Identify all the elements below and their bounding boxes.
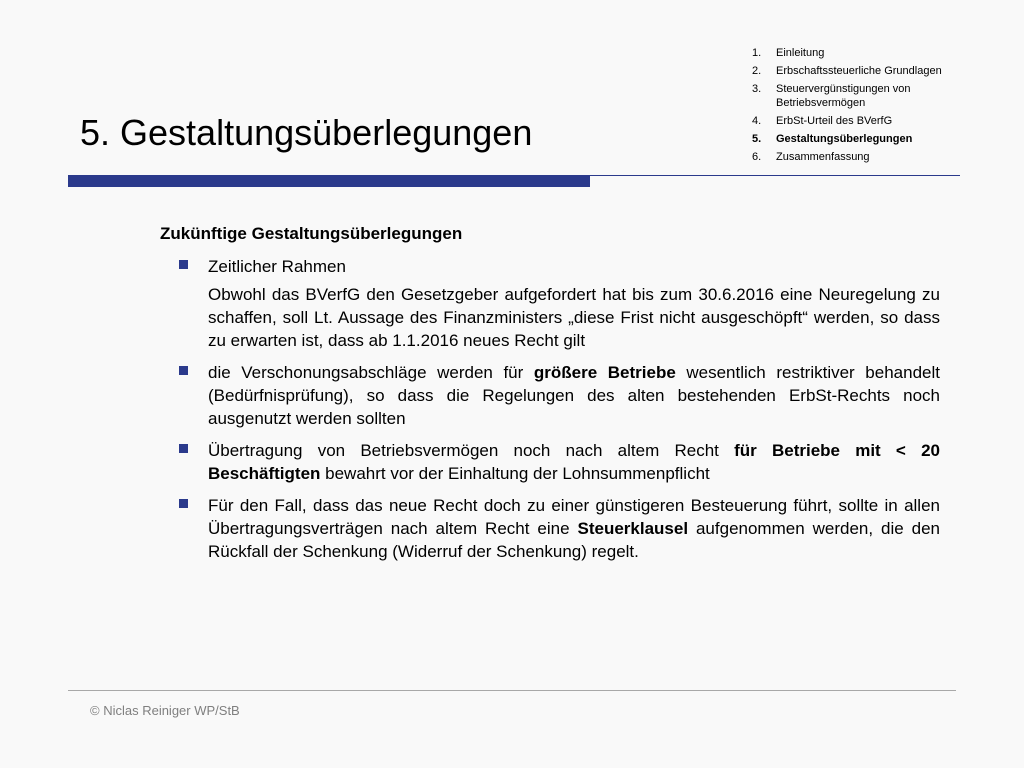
bullet-text xyxy=(208,361,940,430)
agenda-item-label: Gestaltungsüberlegungen xyxy=(776,133,913,145)
bullet-text-part: Übertragung von Betriebsvermögen noch nach altem Recht xyxy=(208,441,735,460)
square-bullet-icon xyxy=(179,366,188,375)
slide-content xyxy=(160,222,940,572)
agenda-item-label: Einleitung xyxy=(776,47,825,59)
bullet-text-emphasis: Steuerklausel xyxy=(577,519,689,538)
bullet-text-part: wesentlich restriktiver behandelt (Bedürfnisprüfung), so dass die Regelungen des alten bestehenden ErbSt-Rechts noch ausgenutzt werden sollten xyxy=(208,363,940,428)
agenda-item-number: 5. xyxy=(752,133,762,145)
bullet-text-part: die Verschonungsabschläge werden für xyxy=(208,363,534,382)
title-underline-thin xyxy=(590,175,960,176)
bullet-item xyxy=(160,439,940,485)
agenda-item xyxy=(752,82,972,110)
agenda-item-number: 3. xyxy=(752,83,762,95)
agenda-item-label: Steuervergünstigungen von Betriebsvermögen xyxy=(776,83,911,109)
agenda-item-number: 4. xyxy=(752,115,762,127)
agenda-item-active xyxy=(752,132,972,146)
bullet-text-part: aufgenommen werden, die den Rückfall der Schenkung (Widerruf der Schenkung) regelt. xyxy=(208,519,940,561)
slide-title: 5. Gestaltungsüberlegungen xyxy=(80,112,533,153)
square-bullet-icon xyxy=(179,444,188,453)
agenda-item-number: 6. xyxy=(752,151,762,163)
footer-divider xyxy=(68,690,956,691)
bullet-text xyxy=(208,439,940,485)
agenda-list xyxy=(752,46,972,168)
bullet-text-emphasis: größere Betriebe xyxy=(533,363,676,382)
agenda-item xyxy=(752,64,972,78)
bullet-text-emphasis: für Betriebe mit < 20 Beschäftigten xyxy=(208,441,940,483)
agenda-item xyxy=(752,114,972,128)
agenda-item-number: 1. xyxy=(752,47,762,59)
square-bullet-icon xyxy=(179,499,188,508)
bullet-item xyxy=(160,255,940,352)
agenda-item xyxy=(752,46,972,60)
title-underline-thick xyxy=(68,175,590,187)
bullet-text xyxy=(208,494,940,563)
section-heading: Zukünftige Gestaltungsüberlegungen xyxy=(160,224,463,243)
bullet-subtext: Obwohl das BVerfG den Gesetzgeber aufgefordert hat bis zum 30.6.2016 eine Neuregelung zu schaffen, soll Lt. Aussage des Finanzministers „diese Frist nicht ausgeschöpft“ werden, so dass zu erwarten ist, dass ab 1.1.2016 neues Recht gilt xyxy=(208,285,940,350)
footer-copyright: © Niclas Reiniger WP/StB xyxy=(90,703,240,718)
agenda-item-label: ErbSt-Urteil des BVerfG xyxy=(776,115,893,127)
agenda-item xyxy=(752,150,972,164)
agenda-item-number: 2. xyxy=(752,65,762,77)
bullet-text-part: bewahrt vor der Einhaltung der Lohnsummenpflicht xyxy=(320,464,710,483)
bullet-text: Zeitlicher Rahmen xyxy=(208,257,346,276)
bullet-list xyxy=(160,255,940,563)
bullet-item xyxy=(160,494,940,563)
agenda-item-label: Erbschaftssteuerliche Grundlagen xyxy=(776,65,942,77)
square-bullet-icon xyxy=(179,260,188,269)
bullet-item xyxy=(160,361,940,430)
bullet-text-part: Für den Fall, dass das neue Recht doch zu einer günstigeren Besteuerung führt, sollte in allen Übertragungsverträgen nach altem Recht eine xyxy=(208,496,940,538)
agenda-item-label: Zusammenfassung xyxy=(776,151,870,163)
